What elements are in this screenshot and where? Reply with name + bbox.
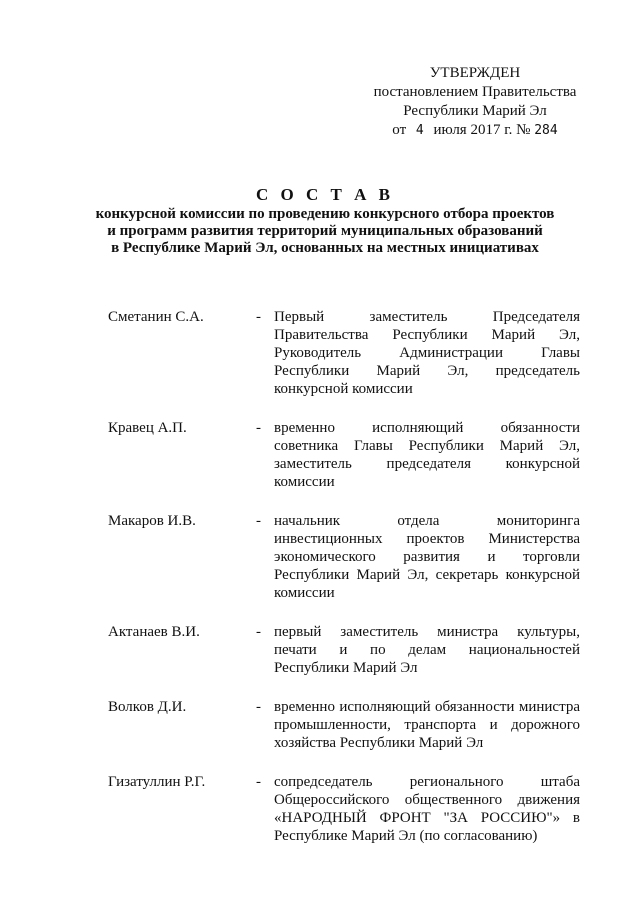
approval-line-decree: постановлением Правительства [373,84,577,100]
member-row [108,773,580,845]
approval-line-republic: Республики Марий Эл [403,103,547,119]
member-role: первый заместитель министра культуры, печати и по делам национальностей Республики Марий Эл [274,624,580,676]
member-row [108,308,580,398]
member-dash: - [256,420,261,436]
member-row [108,698,580,752]
member-role: сопредседатель регионального штаба Общероссийского общественного движения «НАРОДНЫЙ ФРОНТ "ЗА РОССИЮ"» в Республике Марий Эл (по согласованию) [274,774,580,844]
member-role: начальник отдела мониторинга инвестиционных проектов Министерства экономического развития и торговли Республики Марий Эл, секретарь конкурсной комиссии [274,513,580,601]
date-prefix: от [392,122,407,138]
member-name: Кравец А.П. [108,420,187,436]
heading-line-2: и программ развития территорий муниципальных образований [107,223,543,239]
member-name: Сметанин С.А. [108,309,204,325]
member-dash: - [256,624,261,640]
date-day: 4 [415,123,424,138]
member-dash: - [256,309,261,325]
heading-line-1: конкурсной комиссии по проведению конкурсного отбора проектов [95,206,555,222]
document-heading [60,186,590,257]
member-role: временно исполняющий обязанности министра промышленности, транспорта и дорожного хозяйства Республики Марий Эл [274,699,580,751]
member-dash: - [256,774,261,790]
members-list [108,308,580,866]
document-title: С О С Т А В [256,185,394,204]
approval-stamp [360,64,590,140]
member-dash: - [256,513,261,529]
member-name: Гизатуллин Р.Г. [108,774,206,790]
heading-line-3: в Республике Марий Эл, основанных на местных инициативах [111,240,539,256]
member-name: Актанаев В.И. [108,624,200,640]
approval-title: УТВЕРЖДЕН [429,65,521,81]
member-name: Макаров И.В. [108,513,196,529]
member-role: временно исполняющий обязанности советника Главы Республики Марий Эл, заместитель председателя конкурсной комиссии [274,420,580,490]
member-name: Волков Д.И. [108,699,187,715]
member-role: Первый заместитель Председателя Правительства Республики Марий Эл, Руководитель Администрации Главы Республики Марий Эл, председатель конкурсной комиссии [274,309,580,397]
member-row [108,623,580,677]
member-dash: - [256,699,261,715]
member-row [108,512,580,602]
member-row [108,419,580,491]
decree-number: 284 [534,123,558,138]
approval-date-line [360,121,590,140]
date-month-year: июля 2017 г. № [433,122,531,138]
